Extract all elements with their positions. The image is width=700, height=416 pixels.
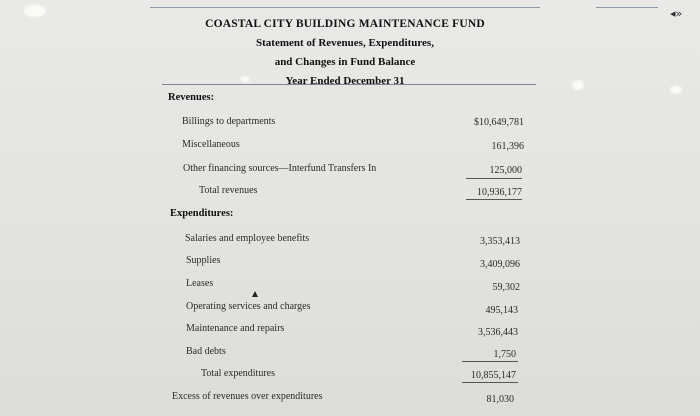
mouse-cursor-icon	[252, 291, 258, 297]
expenditure-item-label: Bad debts	[186, 346, 226, 357]
fund-title: COASTAL CITY BUILDING MAINTENANCE FUND	[205, 18, 485, 30]
expenditure-item-amount: 3,353,413	[480, 236, 520, 247]
expenditure-item-amount: 3,536,443	[478, 327, 518, 338]
glare-spot	[572, 80, 584, 90]
expenditures-heading: Expenditures:	[170, 208, 234, 219]
total-revenues-amount: 10,936,177	[477, 187, 522, 198]
expenditure-item-label: Supplies	[186, 255, 221, 266]
expenditure-item-label: Leases	[186, 278, 214, 289]
revenue-subtotal-rule	[466, 178, 522, 179]
revenue-item-label: Miscellaneous	[182, 139, 240, 150]
statement-subtitle-2: and Changes in Fund Balance	[274, 56, 416, 68]
header-rule	[162, 84, 536, 85]
top-rule	[150, 7, 540, 8]
expenditure-item-label: Salaries and employee benefits	[185, 233, 310, 244]
excess-label: Excess of revenues over expenditures	[172, 391, 323, 402]
statement-period: Year Ended December 31	[285, 75, 405, 87]
revenue-item-amount: $10,649,781	[474, 117, 524, 128]
glare-spot	[24, 5, 46, 17]
total-expenditures-rule	[462, 382, 518, 383]
expenditure-item-amount: 1,750	[493, 349, 516, 360]
excess-amount: 81,030	[486, 394, 514, 405]
expenditure-item-label: Operating services and charges	[186, 301, 311, 312]
total-revenues-rule	[466, 199, 522, 200]
statement-subtitle-1: Statement of Revenues, Expenditures,	[256, 37, 434, 49]
revenue-item-label: Billings to departments	[182, 116, 276, 127]
speaker-icon[interactable]: ◂»	[670, 7, 683, 20]
top-rule-right	[596, 7, 658, 8]
revenues-heading: Revenues:	[168, 92, 215, 103]
expenditure-item-label: Maintenance and repairs	[186, 323, 285, 334]
total-revenues-label: Total revenues	[199, 185, 258, 196]
glare-spot	[670, 86, 682, 94]
total-expenditures-label: Total expenditures	[201, 368, 275, 379]
expenditure-subtotal-rule	[462, 361, 518, 362]
expenditure-item-amount: 59,302	[492, 282, 520, 293]
statement-header	[200, 15, 490, 91]
revenue-item-amount: 125,000	[489, 165, 522, 176]
revenue-item-amount: 161,396	[491, 141, 524, 152]
expenditure-item-amount: 3,409,096	[480, 259, 520, 270]
revenue-item-label: Other financing sources—Interfund Transfers In	[183, 163, 377, 174]
total-expenditures-amount: 10,855,147	[471, 370, 516, 381]
expenditure-item-amount: 495,143	[485, 305, 518, 316]
